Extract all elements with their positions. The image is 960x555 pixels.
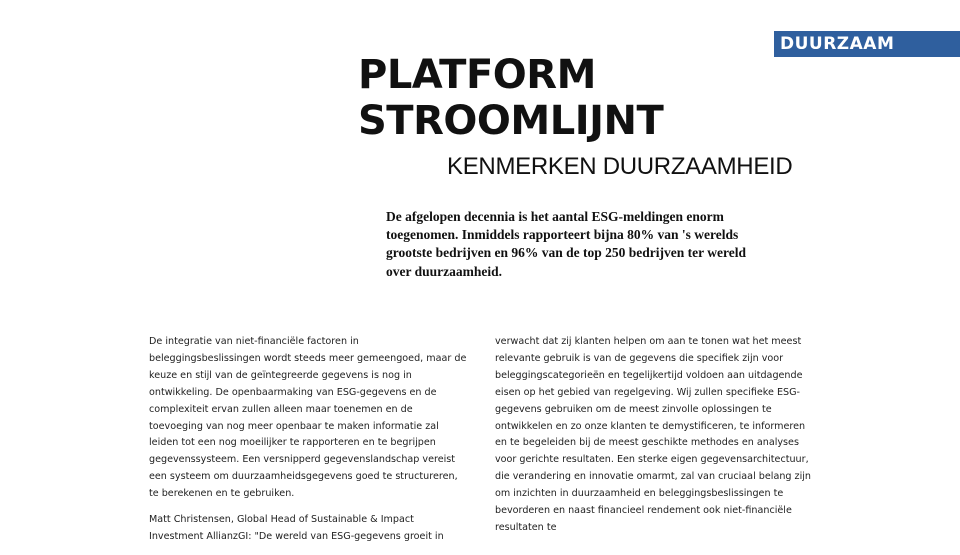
title-line-2: STROOMLIJNT (358, 98, 664, 144)
body-paragraph: De integratie van niet-financiële factoren in beleggingsbeslissingen wordt steeds meer gemeengoed, maar de keuze en stijl van de geïntegreerde gegevens is nog in ontwikkeling. De openbaarmaking van ESG-gegevens en de complexiteit ervan zullen alleen maar toenemen en de toevoeging van nog meer openbaar te maken informatie zal leiden tot een nog moeilijker te rapporteren en te begrijpen gegevenssysteem. Een versnipperd gegevenslandschap vereist een systeem om duurzaamheidsgegevens goed te structureren, te berekenen en te gebruiken. (149, 336, 467, 500)
body-column-left (149, 334, 467, 555)
body-column-right (495, 334, 813, 546)
title-line-1: PLATFORM (358, 52, 596, 98)
body-paragraph: Matt Christensen, Global Head of Sustainable & Impact Investment AllianzGI: "De wereld van ESG-gegevens groeit in (149, 514, 444, 542)
body-paragraph: verwacht dat zij klanten helpen om aan te tonen wat het meest relevante gebruik is van de gegevens die specifiek zijn voor beleggingscategorieën en tegelijkertijd voldoen aan uitdagende eisen op het gebied van regelgeving. Wij zullen specifieke ESG-gegevens gebruiken om de meest zinvolle oplossingen te ontwikkelen en zo onze klanten te demystificeren, te informeren en te begeleiden bij de meest geschikte methodes en analyses voor gerichte resultaten. Een sterke eigen gegevensarchitectuur, die verandering en innovatie omarmt, zal van cruciaal belang zijn om inzichten in duurzaamheid en beleggingsbeslissingen te bevorderen en naast financieel rendement ook niet-financiële resultaten te (495, 336, 811, 533)
lead-paragraph: De afgelopen decennia is het aantal ESG-meldingen enorm toegenomen. Inmiddels rapporteert bijna 80% van 's werelds grootste bedrijven en 96% van de top 250 bedrijven ter wereld over duurzaamheid. (386, 209, 746, 279)
section-tag: DUURZAAM (774, 31, 960, 57)
page-subtitle: KENMERKEN DUURZAAMHEID (447, 153, 793, 180)
page-title (358, 52, 663, 144)
